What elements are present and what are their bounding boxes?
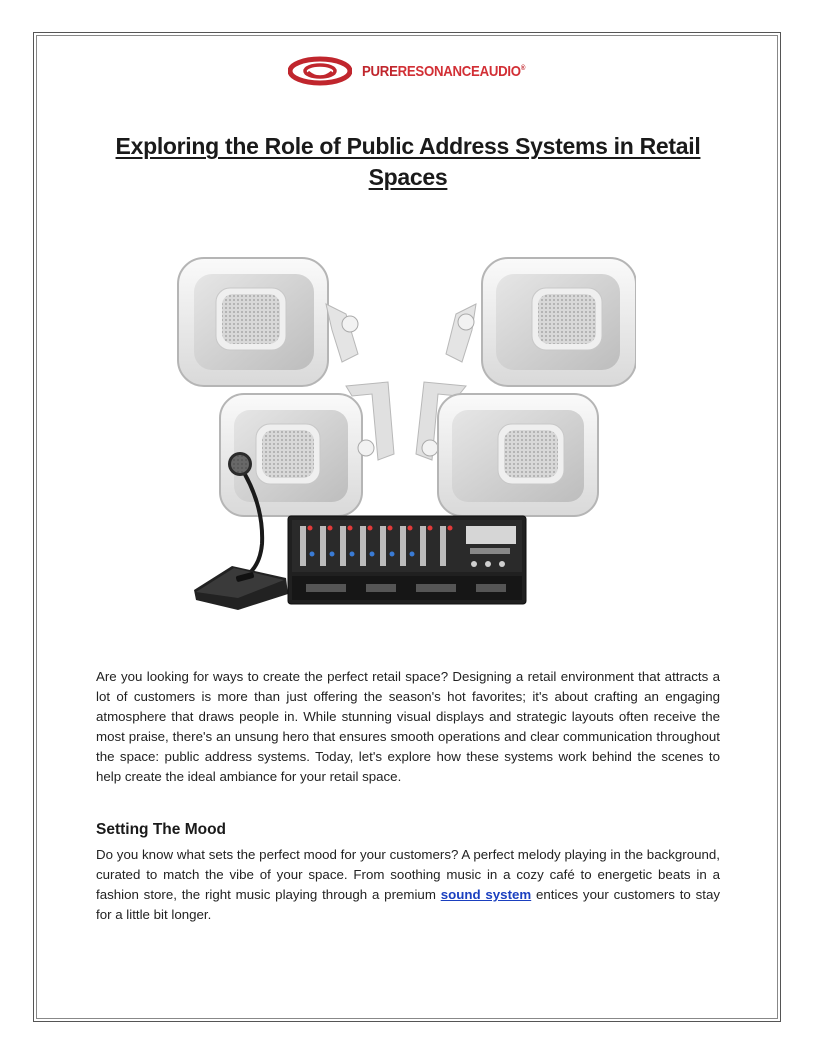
intro-paragraph: Are you looking for ways to create the perfect retail space? Designing a retail environment that attracts a lot of customers is more than just offering the season's hot favorites; it's about crafting an engaging atmosphere that draws people in. While stunning visual displays and strategic layouts often receive the most praise, there's an unsung hero that ensures smooth operations and clear communication throughout the space: public address systems. Today, let's explore how these systems work behind the scenes to help create the ideal ambiance for your retail space. bbox=[96, 669, 720, 784]
pa-system-hero-image bbox=[176, 254, 636, 610]
page-title: Exploring the Role of Public Address Systems in Retail Spaces bbox=[115, 133, 701, 191]
brand-name bbox=[362, 63, 525, 80]
section-paragraph-text-after: entices your customers to stay for a little bit longer. bbox=[96, 887, 720, 922]
section-paragraph-text-before: Do you know what sets the perfect mood for your customers? A perfect melody playing in the background, curated to match the vibe of your space. From soothing music in a cozy café to energetic beats in a fashion store, the right music playing through a premium bbox=[96, 847, 720, 902]
brand-name-prefix: PURE bbox=[362, 62, 398, 80]
registered-mark: ® bbox=[520, 64, 526, 72]
sound-system-link[interactable]: sound system bbox=[440, 887, 532, 902]
speaker-bottom-left bbox=[220, 382, 394, 516]
brand-logo bbox=[288, 56, 547, 86]
mixer-amplifier bbox=[288, 516, 526, 604]
brand-name-rest: RESONANCEAUDIO bbox=[397, 62, 521, 80]
speaker-top-right bbox=[446, 258, 636, 386]
section-paragraph bbox=[96, 845, 720, 925]
speaker-top-left bbox=[178, 258, 358, 386]
section-heading: Setting The Mood bbox=[96, 821, 227, 838]
speaker-bottom-right bbox=[416, 382, 598, 516]
logo-ring-icon bbox=[288, 56, 352, 86]
